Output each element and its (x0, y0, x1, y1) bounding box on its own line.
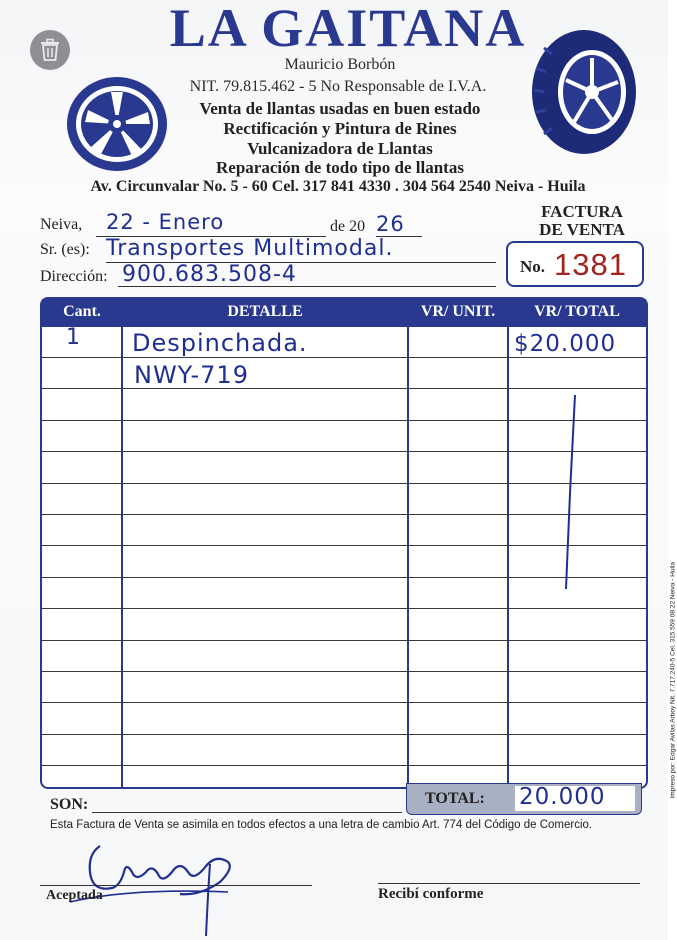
customer-value: Transportes Multimodal. (106, 236, 394, 261)
invoice-title-line: DE VENTA (539, 220, 625, 239)
business-name: LA GAITANA (169, 0, 527, 58)
table-row (42, 514, 646, 515)
invoice-number: 1381 (554, 247, 627, 282)
accepted-signature-line (40, 885, 312, 886)
table-row (42, 357, 646, 358)
table-row (42, 734, 646, 735)
table-row (42, 483, 646, 484)
address-label: Dirección: (40, 268, 108, 285)
legal-text: Esta Factura de Venta se asimila en todos efectos a una letra de cambio Art. 774 del Código de Comercio. (50, 819, 593, 831)
nit-line: NIT. 79.815.462 - 5 No Responsable de I.V.A. (189, 78, 487, 95)
service-line: Vulcanizadora de Llantas (247, 139, 433, 158)
table-row (42, 388, 646, 389)
table-row (42, 702, 646, 703)
col-header-total: VR/ TOTAL (534, 303, 620, 320)
col-header-unit: VR/ UNIT. (420, 303, 496, 320)
service-line: Reparación de todo tipo de llantas (216, 158, 464, 177)
rim-logo-icon (64, 74, 170, 174)
tire-logo-icon (522, 28, 638, 156)
total-value: 20.000 (519, 784, 606, 810)
signature-mark (60, 832, 240, 940)
column-divider (121, 299, 123, 787)
address-value: 900.683.508-4 (122, 262, 297, 287)
col-header-detail: DETALLE (227, 303, 303, 320)
printer-note: Impreso por: Edgar Avilas Arboy Nit. 7.717.240-5 Cel. 315 559 08 22 Neiva - Huila (669, 561, 677, 799)
business-address: Av. Circunvalar No. 5 - 60 Cel. 317 841 4330 . 304 564 2540 Neiva - Huila (90, 178, 586, 195)
total-label: TOTAL: (425, 790, 485, 807)
city-label: Neiva, (40, 216, 83, 233)
service-line: Rectificación y Pintura de Rines (223, 119, 457, 138)
table-row (42, 671, 646, 672)
table-row (42, 451, 646, 452)
trash-icon (40, 39, 60, 61)
table-header (42, 299, 646, 327)
accepted-label: Aceptada (46, 888, 103, 903)
year-label: de 20 (330, 218, 366, 235)
table-row (42, 608, 646, 609)
table-row (42, 765, 646, 766)
invoice-number-box (506, 241, 644, 287)
column-divider (507, 299, 509, 787)
col-header-qty: Cant. (63, 303, 101, 320)
owner-name: Mauricio Borbón (284, 56, 396, 73)
invoice-number-label: No. (520, 257, 546, 276)
received-label: Recibí conforme (378, 886, 484, 902)
invoice-title (520, 203, 644, 239)
date-value: 22 - Enero (106, 210, 225, 234)
row-detail: Despinchada. (132, 329, 308, 357)
delete-button[interactable] (30, 30, 70, 70)
items-table (40, 297, 648, 789)
year-value: 26 (376, 212, 405, 236)
table-row (42, 545, 646, 546)
cancel-line-mark (560, 393, 580, 593)
row-detail: NWY-719 (134, 361, 249, 389)
row-qty: 1 (66, 325, 81, 350)
column-divider (407, 299, 409, 787)
invoice-title-line: FACTURA (541, 202, 623, 221)
son-label: SON: (50, 796, 89, 813)
received-signature-line (378, 883, 640, 884)
total-value-box (515, 786, 635, 811)
son-underline (92, 812, 402, 813)
row-total: $20.000 (514, 331, 617, 357)
table-row (42, 640, 646, 641)
service-line: Venta de llantas usadas en buen estado (199, 99, 481, 118)
total-box (406, 783, 642, 815)
table-row (42, 420, 646, 421)
customer-label: Sr. (es): (40, 241, 90, 258)
table-row (42, 577, 646, 578)
